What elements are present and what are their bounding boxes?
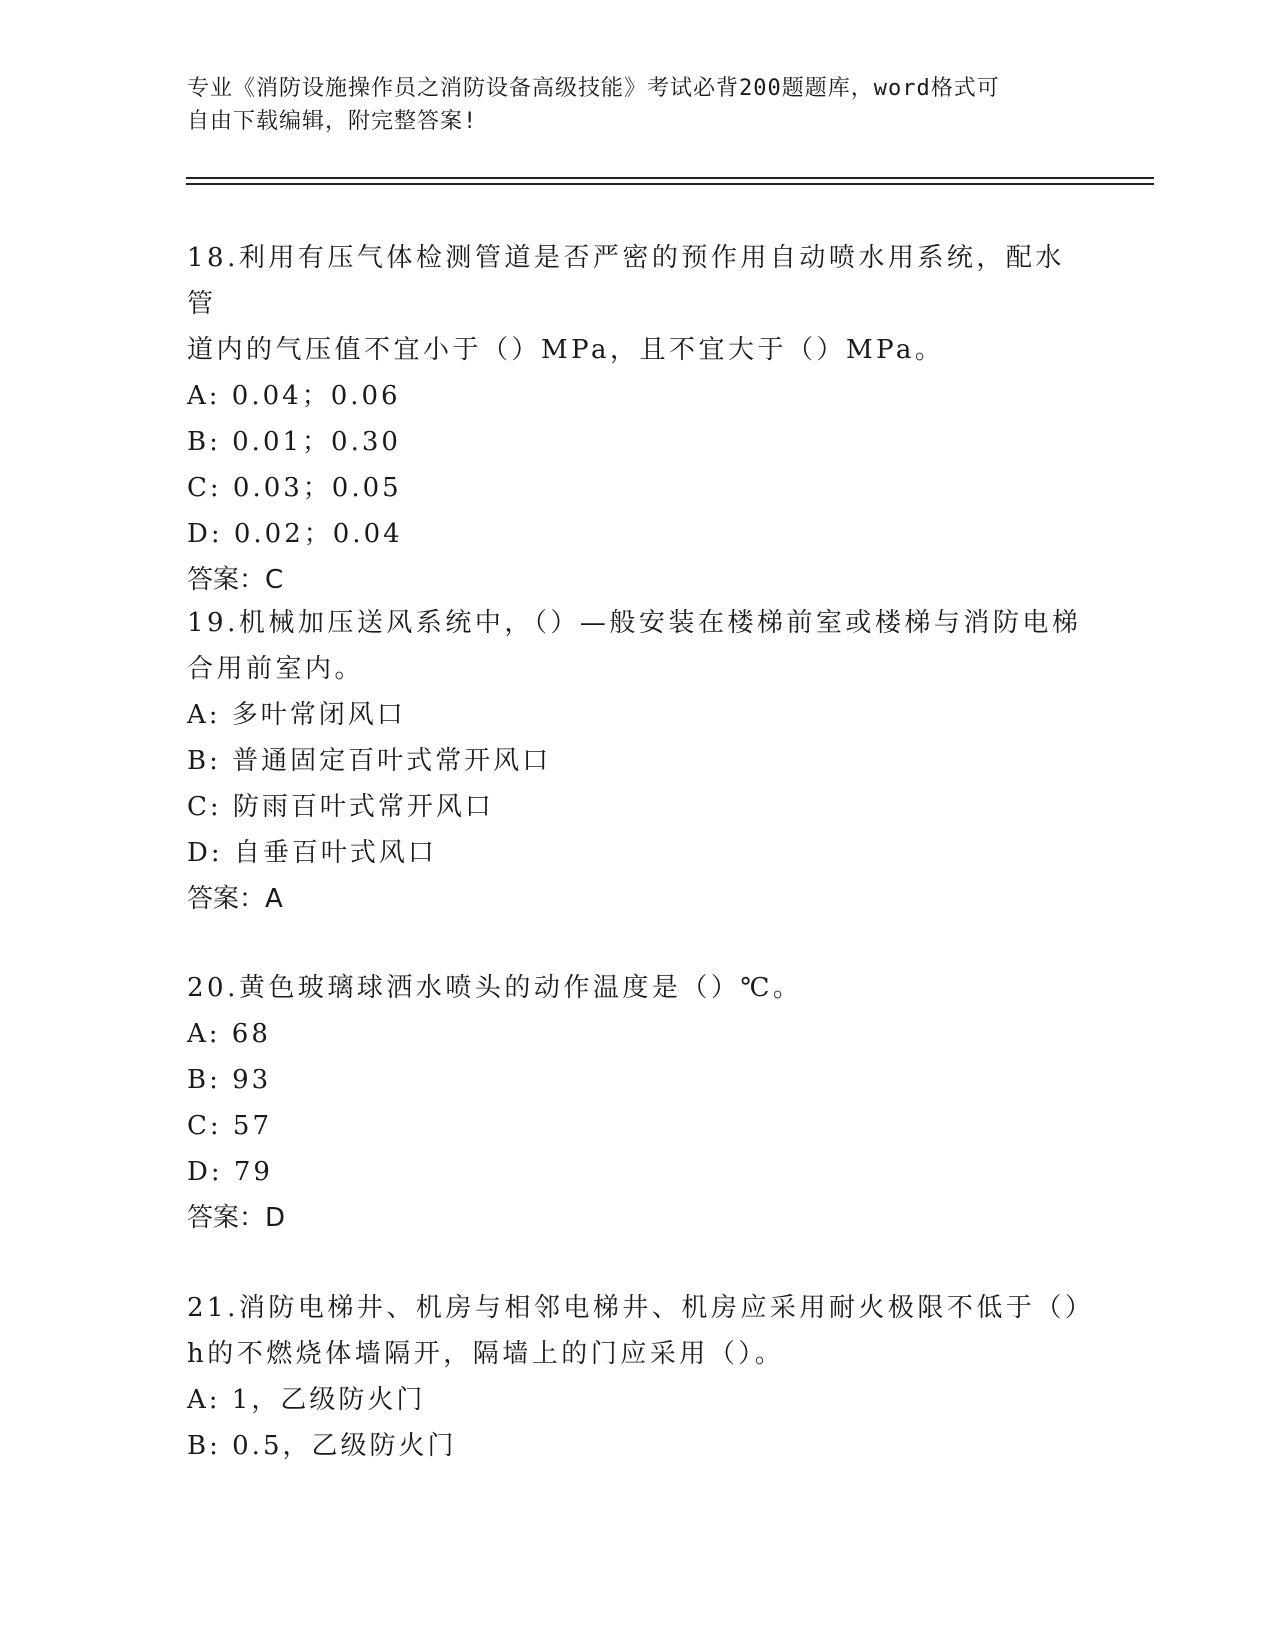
question-19 xyxy=(187,600,1087,922)
document-header xyxy=(187,72,1087,138)
question-text-line: 20.黄色玻璃球洒水喷头的动作温度是（）℃。 xyxy=(187,973,803,1003)
question-text-line: 合用前室内。 xyxy=(187,654,365,684)
option-d: D: 自垂百叶式风口 xyxy=(187,838,437,868)
question-20 xyxy=(187,965,1087,1241)
question-text-line: 道内的气压值不宜小于（）MPa，且不宜大于（）MPa。 xyxy=(187,335,945,365)
option-a: A: 多叶常闭风口 xyxy=(187,700,406,730)
option-c: C: 0.03；0.05 xyxy=(187,473,402,503)
option-b: B: 0.01；0.30 xyxy=(187,427,401,457)
question-18 xyxy=(187,235,1087,603)
option-a: A: 68 xyxy=(187,1019,271,1049)
header-line-2: 自由下载编辑，附完整答案! xyxy=(187,109,478,134)
answer: 答案：C xyxy=(187,565,284,595)
option-d: D: 79 xyxy=(187,1157,273,1187)
answer: 答案：D xyxy=(187,1203,286,1233)
header-divider-top xyxy=(186,177,1154,179)
question-21 xyxy=(187,1285,1095,1469)
option-d: D: 0.02；0.04 xyxy=(187,519,403,549)
header-divider-bottom xyxy=(186,183,1154,185)
option-b: B: 0.5，乙级防火门 xyxy=(187,1431,457,1461)
option-a: A: 0.04；0.06 xyxy=(187,381,401,411)
answer: 答案：A xyxy=(187,884,283,914)
option-c: C: 防雨百叶式常开风口 xyxy=(187,792,494,822)
option-c: C: 57 xyxy=(187,1111,273,1141)
option-b: B: 93 xyxy=(187,1065,272,1095)
question-text-line: 21.消防电梯井、机房与相邻电梯井、机房应采用耐火极限不低于（） xyxy=(187,1293,1095,1323)
question-text-line: 19.机械加压送风系统中，（）—般安装在楼梯前室或楼梯与消防电梯 xyxy=(187,608,1082,638)
option-a: A: 1，乙级防火门 xyxy=(187,1385,426,1415)
question-text-line: 18.利用有压气体检测管道是否严密的预作用自动喷水用系统，配水管 xyxy=(187,243,1065,319)
option-b: B: 普通固定百叶式常开风口 xyxy=(187,746,552,776)
header-line-1: 专业《消防设施操作员之消防设备高级技能》考试必背200题题库，word格式可 xyxy=(187,76,1000,101)
question-text-line: h的不燃烧体墙隔开，隔墙上的门应采用（）。 xyxy=(187,1339,785,1369)
